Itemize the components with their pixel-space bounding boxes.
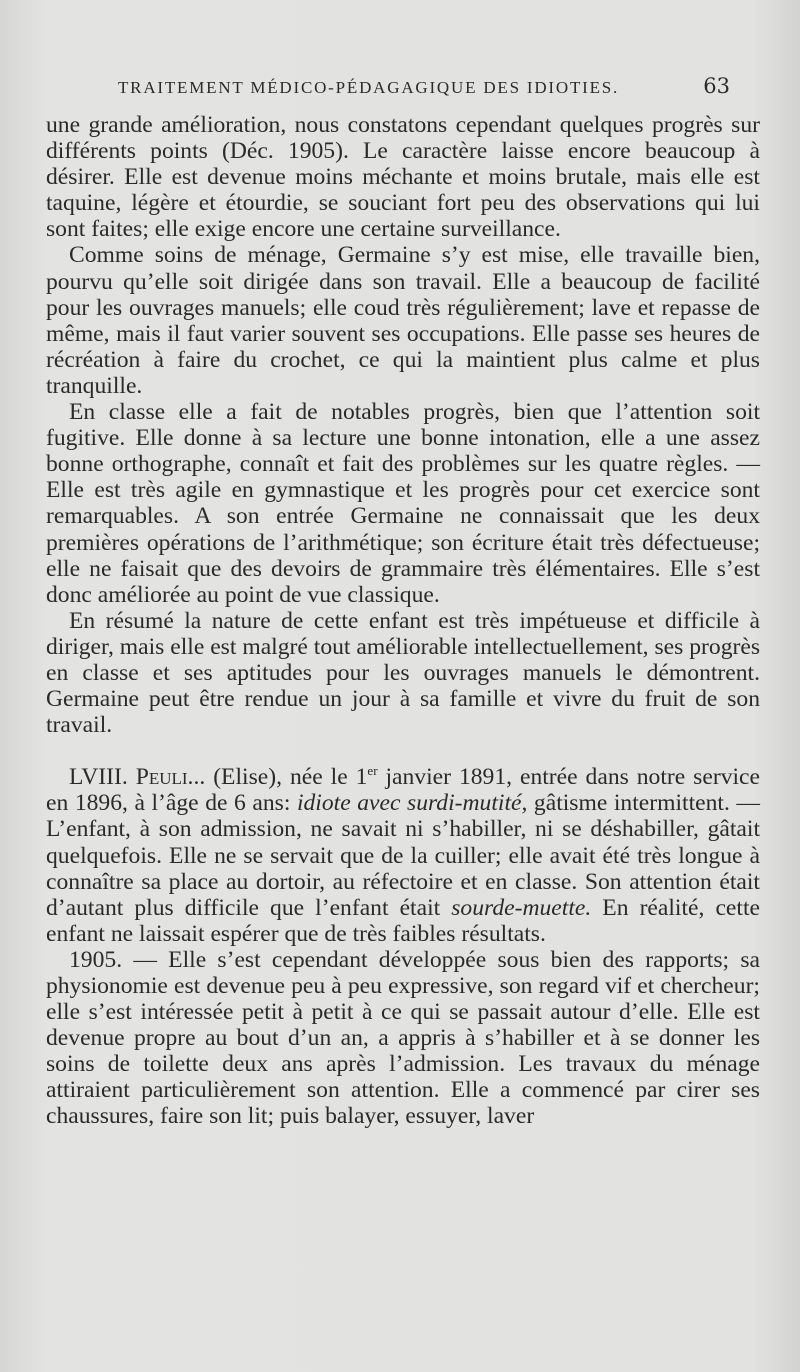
- paragraph-5: [46, 764, 760, 947]
- case-numeral: LVIII.: [69, 764, 128, 791]
- paragraph-3: En classe elle a fait de notables progrès, bien que l’attention soit fugitive. Elle donne à sa lecture une bonne intonation, elle a une assez bonne orthographe, connaît et fait des problèmes sur les quatre règles. — Elle est très agile en gymnastique et les progrès pour cet exercice sont remarquables. A son entrée Germaine ne connaissait que les deux premières opérations de l’arithmétique; son écriture était très défectueuse; elle ne faisait que des devoirs de grammaire très élémentaires. Elle s’est donc améliorée au point de vue classique.: [46, 399, 760, 608]
- p5-text-b: janvier 1891, entrée dans notre service en 1896, à l’âge de 6 ans:: [46, 764, 760, 817]
- running-head: [46, 74, 760, 112]
- ordinal-superscript: er: [367, 763, 378, 779]
- page-number: 63: [703, 74, 730, 98]
- paragraph-6: 1905. — Elle s’est cependant développée sous bien des rapports; sa physionomie est devenue peu à peu expressive, son regard vif et chercheur; elle s’est intéressée petit à petit à ce qui se passait autour d’elle. Elle est devenue propre au bout d’un an, a appris à s’habiller et à se donner les soins de toilette deux ans après l’admission. Les travaux du ménage attiraient particulièrement son attention. Elle a commencé par cirer ses chaussures, faire son lit; puis balayer, essuyer, laver: [46, 946, 760, 1130]
- paragraph-1: une grande amélioration, nous constatons cependant quelques progrès sur différents points (Déc. 1905). Le caractère laisse encore beaucoup à désirer. Elle est devenue moins méchante et moins brutale, mais elle est taquine, légère et étourdie, se souciant fort peu des observations qui lui sont faites; elle exige encore une certaine surveillance.: [46, 112, 760, 243]
- patient-name: Peuli...: [135, 764, 206, 791]
- p5-text-c: gâtisme intermittent. — L’enfant, à son admission, ne savait ni s’habiller, ni se déshabiller, gâtait quelquefois. Elle ne se servait que de la cuiller; elle avait été très longue à connaître sa place au dortoir, au réfectoire et en classe. Son attention était d’autant plus difficile que l’enfant était: [46, 790, 760, 921]
- running-title: TRAITEMENT MÉDICO-PÉDAGAGIQUE DES IDIOTIES.: [118, 78, 620, 97]
- paragraph-4: En résumé la nature de cette enfant est très impétueuse et difficile à diriger, mais elle est malgré tout améliorable intellectuellement, ses progrès en classe et ses aptitudes pour les ouvrages manuels le démontrent. Germaine peut être rendue un jour à sa famille et vivre du fruit de son travail.: [46, 607, 760, 739]
- p5-text-d: En réalité, cette enfant ne laissait espérer que de très faibles résultats.: [46, 894, 760, 947]
- section-gap: [46, 738, 760, 764]
- paragraph-2: Comme soins de ménage, Germaine s’y est mise, elle travaille bien, pourvu qu’elle soit dirigée dans son travail. Elle a beaucoup de facilité pour les ouvrages manuels; elle coud très régulièrement; lave et repasse de même, mais il faut varier souvent ses occupations. Elle passe ses heures de récréation à faire du crochet, ce qui la maintient plus calme et plus tranquille.: [46, 242, 760, 399]
- p5-text-a: (Elise), née le 1: [205, 764, 368, 791]
- body-text: [46, 112, 760, 1130]
- diagnosis-italic: idiote avec surdi-mutité,: [296, 790, 528, 817]
- sourde-muette-italic: sourde-muette.: [451, 894, 592, 921]
